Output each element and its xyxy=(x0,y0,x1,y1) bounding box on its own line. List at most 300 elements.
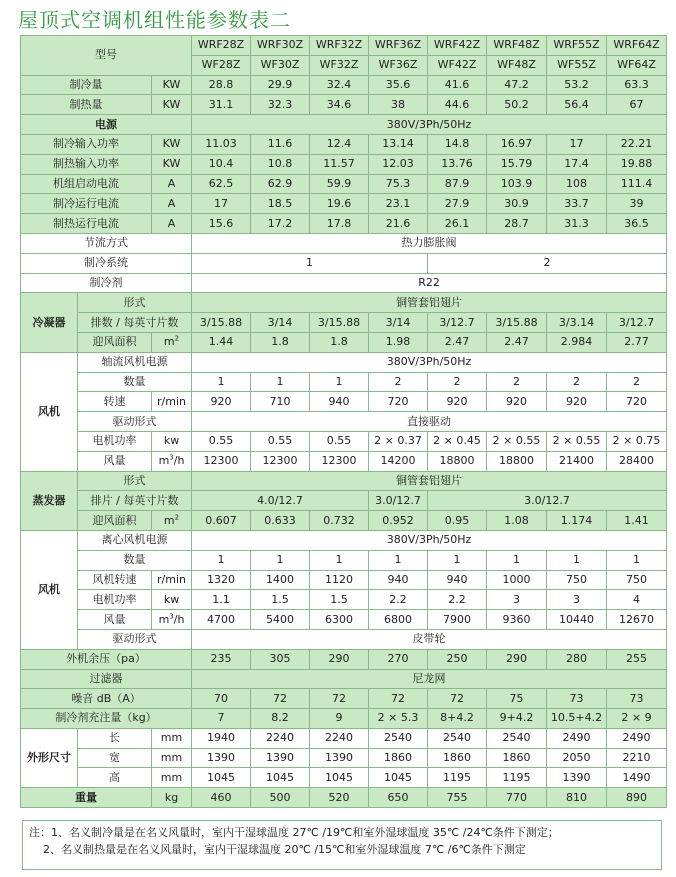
value-cell: 6800 xyxy=(369,610,428,630)
row-label: 风量 xyxy=(78,451,152,471)
unit-cell: r/min xyxy=(152,570,192,590)
model-code: WRF30Z xyxy=(251,36,310,56)
value-cell: 2 × 0.55 xyxy=(547,431,607,451)
value-cell: 1195 xyxy=(487,768,547,788)
value-cell: 1320 xyxy=(192,570,251,590)
value-cell: 53.2 xyxy=(547,75,607,95)
value-cell: 2210 xyxy=(607,748,667,768)
value-cell: 920 xyxy=(487,392,547,412)
value-cell: 41.6 xyxy=(428,75,487,95)
unit-cell xyxy=(152,332,192,352)
value-cell: 6300 xyxy=(310,610,369,630)
value-cell: 1.1 xyxy=(192,590,251,610)
value-cell: 1045 xyxy=(310,768,369,788)
value-cell: 720 xyxy=(369,392,428,412)
value-cell: 3/12.7 xyxy=(428,313,487,333)
value-cell: 290 xyxy=(487,649,547,669)
value-cell: 72 xyxy=(369,689,428,709)
unit-exponent: 3 xyxy=(169,453,174,462)
model-code: WF48Z xyxy=(487,55,547,75)
table-row xyxy=(21,748,667,768)
model-code: WRF32Z xyxy=(310,36,369,56)
table-row xyxy=(21,412,667,432)
value-cell: 5400 xyxy=(251,610,310,630)
row-label: 宽 xyxy=(78,748,152,768)
model-code: WRF48Z xyxy=(487,36,547,56)
row-label: 电源 xyxy=(21,115,192,135)
unit-cell: KW xyxy=(152,134,192,154)
value-cell: 17.8 xyxy=(310,214,369,234)
table-row xyxy=(21,134,667,154)
value-cell: 28400 xyxy=(607,451,667,471)
notes-box xyxy=(22,820,662,870)
value-cell: 33.7 xyxy=(547,194,607,214)
row-label: 排片 / 每英寸片数 xyxy=(78,491,192,511)
table-row xyxy=(21,590,667,610)
value-cell: 280 xyxy=(547,649,607,669)
value-cell: 710 xyxy=(251,392,310,412)
value-cell: 63.3 xyxy=(607,75,667,95)
value-cell: 1 xyxy=(428,550,487,570)
table-row xyxy=(21,392,667,412)
value-cell: 7 xyxy=(192,709,251,729)
value-cell: 305 xyxy=(251,649,310,669)
value-cell: 18800 xyxy=(487,451,547,471)
table-row xyxy=(21,95,667,115)
row-label: 数量 xyxy=(78,372,192,392)
table-row xyxy=(21,431,667,451)
value-cell: 2 xyxy=(428,372,487,392)
table-row xyxy=(21,530,667,550)
spec-table xyxy=(20,35,667,808)
value-cell: 290 xyxy=(310,649,369,669)
value-cell: 2050 xyxy=(547,748,607,768)
value-cell: 73 xyxy=(547,689,607,709)
value-cell: 2.2 xyxy=(369,590,428,610)
value-cell: 270 xyxy=(369,649,428,669)
row-label: 制热量 xyxy=(21,95,152,115)
value-cell: 11.6 xyxy=(251,134,310,154)
table-row xyxy=(21,75,667,95)
value-cell: 940 xyxy=(369,570,428,590)
row-label: 制冷系统 xyxy=(21,253,192,273)
value-cell: 56.4 xyxy=(547,95,607,115)
value-cell: 1860 xyxy=(369,748,428,768)
unit-cell: mm xyxy=(152,748,192,768)
value-cell: 108 xyxy=(547,174,607,194)
value-cell: 2540 xyxy=(428,728,487,748)
value-cell: 1 xyxy=(547,550,607,570)
value-cell: 750 xyxy=(607,570,667,590)
value-cell: 1.08 xyxy=(487,511,547,531)
unit-cell xyxy=(152,610,192,630)
value-cell: 12.4 xyxy=(310,134,369,154)
value-cell: 1195 xyxy=(428,768,487,788)
value-cell: 36.5 xyxy=(607,214,667,234)
model-label: 型号 xyxy=(21,36,192,76)
value-cell: 2 xyxy=(369,372,428,392)
value-cell: 14200 xyxy=(369,451,428,471)
model-code: WF28Z xyxy=(192,55,251,75)
value-cell: 1390 xyxy=(547,768,607,788)
value-cell: 72 xyxy=(310,689,369,709)
row-label: 过滤器 xyxy=(21,669,192,689)
value-cell: 铜管套铝翅片 xyxy=(192,471,667,491)
page-title: 屋顶式空调机组性能参数表二 xyxy=(18,8,291,32)
table-row xyxy=(21,629,667,649)
unit-cell: A xyxy=(152,174,192,194)
unit-exponent: 3 xyxy=(169,611,174,620)
unit-exponent: 2 xyxy=(174,512,180,521)
value-cell: 18800 xyxy=(428,451,487,471)
row-label: 制冷剂 xyxy=(21,273,192,293)
value-cell: 62.9 xyxy=(251,174,310,194)
value-cell: 3 xyxy=(547,590,607,610)
value-cell: 1940 xyxy=(192,728,251,748)
row-label: 驱动形式 xyxy=(78,412,192,432)
row-label: 转速 xyxy=(78,392,152,412)
model-code: WRF28Z xyxy=(192,36,251,56)
value-cell: 520 xyxy=(310,788,369,808)
unit-cell xyxy=(152,451,192,471)
value-cell: 1.98 xyxy=(369,332,428,352)
table-row xyxy=(21,570,667,590)
value-cell: 21.6 xyxy=(369,214,428,234)
value-cell: 35.6 xyxy=(369,75,428,95)
row-label: 风量 xyxy=(78,610,152,630)
model-code: WF42Z xyxy=(428,55,487,75)
unit-cell: kw xyxy=(152,431,192,451)
value-cell: 59.9 xyxy=(310,174,369,194)
value-cell: 10440 xyxy=(547,610,607,630)
value-cell: 10.5+4.2 xyxy=(547,709,607,729)
value-cell: 12300 xyxy=(310,451,369,471)
row-label: 形式 xyxy=(78,293,192,313)
value-cell: 17 xyxy=(547,134,607,154)
value-cell: 72 xyxy=(251,689,310,709)
value-cell: 38 xyxy=(369,95,428,115)
row-label: 噪音 dB（A） xyxy=(21,689,192,709)
value-cell: 0.55 xyxy=(310,431,369,451)
row-label: 制冷运行电流 xyxy=(21,194,152,214)
value-cell: 72 xyxy=(428,689,487,709)
value-cell: 3 xyxy=(487,590,547,610)
value-cell: 1.41 xyxy=(607,511,667,531)
value-cell: 2.984 xyxy=(547,332,607,352)
value-cell: 21400 xyxy=(547,451,607,471)
model-code: WF55Z xyxy=(547,55,607,75)
value-cell: 18.5 xyxy=(251,194,310,214)
value-cell: 380V/3Ph/50Hz xyxy=(192,530,667,550)
table-row xyxy=(21,273,667,293)
value-cell: 15.79 xyxy=(487,154,547,174)
value-cell: 460 xyxy=(192,788,251,808)
table-row xyxy=(21,610,667,630)
value-cell: 3/15.88 xyxy=(310,313,369,333)
table-row xyxy=(21,372,667,392)
value-cell: 3.0/12.7 xyxy=(428,491,667,511)
row-label: 轴流风机电源 xyxy=(78,352,192,372)
section-label: 外形尺寸 xyxy=(21,728,78,787)
model-code: WRF42Z xyxy=(428,36,487,56)
value-cell: 0.633 xyxy=(251,511,310,531)
table-row xyxy=(21,649,667,669)
value-cell: 10.4 xyxy=(192,154,251,174)
table-row xyxy=(21,451,667,471)
value-cell: 尼龙网 xyxy=(192,669,667,689)
value-cell: 31.1 xyxy=(192,95,251,115)
value-cell: 1390 xyxy=(192,748,251,768)
value-cell: 500 xyxy=(251,788,310,808)
value-cell: 1045 xyxy=(251,768,310,788)
value-cell: 2490 xyxy=(547,728,607,748)
row-label: 制冷输入功率 xyxy=(21,134,152,154)
value-cell: 0.607 xyxy=(192,511,251,531)
value-cell: 1.5 xyxy=(310,590,369,610)
value-cell: 3/15.88 xyxy=(487,313,547,333)
value-cell: 23.1 xyxy=(369,194,428,214)
value-cell: 890 xyxy=(607,788,667,808)
table-row xyxy=(21,689,667,709)
row-label: 制冷量 xyxy=(21,75,152,95)
value-cell: 2490 xyxy=(607,728,667,748)
value-cell: 2.2 xyxy=(428,590,487,610)
value-cell: 75.3 xyxy=(369,174,428,194)
value-cell: 1 xyxy=(369,550,428,570)
value-cell: 2.47 xyxy=(487,332,547,352)
model-code: WRF64Z xyxy=(607,36,667,56)
value-cell: 255 xyxy=(607,649,667,669)
value-cell: 34.6 xyxy=(310,95,369,115)
unit-cell: KW xyxy=(152,75,192,95)
value-cell: 铜管套铝翅片 xyxy=(192,293,667,313)
value-cell: 2 xyxy=(428,253,667,273)
value-cell: 8.2 xyxy=(251,709,310,729)
model-code: WF32Z xyxy=(310,55,369,75)
value-cell: 热力膨胀阀 xyxy=(192,233,667,253)
value-cell: 2540 xyxy=(487,728,547,748)
value-cell: 0.55 xyxy=(251,431,310,451)
table-row xyxy=(21,313,667,333)
table-row xyxy=(21,511,667,531)
value-cell: 3/3.14 xyxy=(547,313,607,333)
value-cell: 2 × 0.55 xyxy=(487,431,547,451)
value-cell: 9 xyxy=(310,709,369,729)
model-code: WF36Z xyxy=(369,55,428,75)
unit-exponent: 2 xyxy=(174,334,180,343)
value-cell: 2240 xyxy=(251,728,310,748)
table-row xyxy=(21,491,667,511)
value-cell: 4.0/12.7 xyxy=(192,491,369,511)
value-cell: 2 × 5.3 xyxy=(369,709,428,729)
value-cell: 0.95 xyxy=(428,511,487,531)
value-cell: 103.9 xyxy=(487,174,547,194)
value-cell: 1120 xyxy=(310,570,369,590)
table-row xyxy=(21,550,667,570)
value-cell: 1000 xyxy=(487,570,547,590)
value-cell: 2540 xyxy=(369,728,428,748)
header-row xyxy=(21,36,667,56)
table-row xyxy=(21,293,667,313)
value-cell: 19.6 xyxy=(310,194,369,214)
value-cell: 1 xyxy=(607,550,667,570)
value-cell: 11.03 xyxy=(192,134,251,154)
value-cell: 75 xyxy=(487,689,547,709)
value-cell: 9+4.2 xyxy=(487,709,547,729)
table-row xyxy=(21,352,667,372)
value-cell: 1 xyxy=(310,372,369,392)
value-cell: 19.88 xyxy=(607,154,667,174)
unit-cell: r/min xyxy=(152,392,192,412)
table-row xyxy=(21,788,667,808)
value-cell: 8+4.2 xyxy=(428,709,487,729)
value-cell: 10.8 xyxy=(251,154,310,174)
value-cell: 16.97 xyxy=(487,134,547,154)
value-cell: 67 xyxy=(607,95,667,115)
value-cell: 1 xyxy=(192,253,428,273)
value-cell: 2 xyxy=(487,372,547,392)
unit-tail: /h xyxy=(173,612,185,626)
model-code: WRF36Z xyxy=(369,36,428,56)
unit-text: m xyxy=(163,335,175,349)
value-cell: 0.732 xyxy=(310,511,369,531)
table-row xyxy=(21,471,667,491)
table-row xyxy=(21,728,667,748)
unit-tail: /h xyxy=(173,454,185,468)
value-cell: 380V/3Ph/50Hz xyxy=(192,352,667,372)
value-cell: 17.4 xyxy=(547,154,607,174)
value-cell: 13.14 xyxy=(369,134,428,154)
model-code: WF64Z xyxy=(607,55,667,75)
value-cell: 1860 xyxy=(428,748,487,768)
table-row xyxy=(21,233,667,253)
value-cell: 2240 xyxy=(310,728,369,748)
value-cell: R22 xyxy=(192,273,667,293)
value-cell: 73 xyxy=(607,689,667,709)
value-cell: 7900 xyxy=(428,610,487,630)
note-2: 2、名义制热量是在名义风量时，室内干湿球温度 20℃ /15℃和室外湿球温度 7℃ /6℃条件下测定 xyxy=(43,843,526,856)
unit-cell: mm xyxy=(152,768,192,788)
section-label: 蒸发器 xyxy=(21,471,78,530)
value-cell: 4700 xyxy=(192,610,251,630)
value-cell: 皮带轮 xyxy=(192,629,667,649)
value-cell: 87.9 xyxy=(428,174,487,194)
table-row xyxy=(21,669,667,689)
value-cell: 32.3 xyxy=(251,95,310,115)
value-cell: 1860 xyxy=(487,748,547,768)
table-row xyxy=(21,214,667,234)
row-label: 外机余压（pa） xyxy=(21,649,192,669)
value-cell: 1390 xyxy=(310,748,369,768)
value-cell: 1.174 xyxy=(547,511,607,531)
value-cell: 1 xyxy=(192,550,251,570)
row-label: 风机转速 xyxy=(78,570,152,590)
value-cell: 2 × 0.75 xyxy=(607,431,667,451)
model-code: WF30Z xyxy=(251,55,310,75)
value-cell: 39 xyxy=(607,194,667,214)
value-cell: 62.5 xyxy=(192,174,251,194)
table-row xyxy=(21,154,667,174)
row-label: 机组启动电流 xyxy=(21,174,152,194)
unit-cell: kg xyxy=(152,788,192,808)
table-row xyxy=(21,253,667,273)
value-cell: 0.952 xyxy=(369,511,428,531)
value-cell: 3/14 xyxy=(369,313,428,333)
value-cell: 32.4 xyxy=(310,75,369,95)
table-row xyxy=(21,332,667,352)
value-cell: 235 xyxy=(192,649,251,669)
value-cell: 2 × 9 xyxy=(607,709,667,729)
value-cell: 1.8 xyxy=(310,332,369,352)
section-label: 风机 xyxy=(21,530,78,649)
table-row xyxy=(21,115,667,135)
value-cell: 810 xyxy=(547,788,607,808)
row-label: 离心风机电源 xyxy=(78,530,192,550)
value-cell: 28.8 xyxy=(192,75,251,95)
value-cell: 770 xyxy=(487,788,547,808)
value-cell: 直接驱动 xyxy=(192,412,667,432)
value-cell: 1390 xyxy=(251,748,310,768)
value-cell: 720 xyxy=(607,392,667,412)
value-cell: 22.21 xyxy=(607,134,667,154)
row-label: 迎风面积 xyxy=(78,332,152,352)
table-row xyxy=(21,194,667,214)
value-cell: 26.1 xyxy=(428,214,487,234)
value-cell: 1.5 xyxy=(251,590,310,610)
value-cell: 1 xyxy=(251,372,310,392)
value-cell: 940 xyxy=(428,570,487,590)
unit-text: m xyxy=(163,513,175,527)
unit-cell: mm xyxy=(152,728,192,748)
value-cell: 12300 xyxy=(192,451,251,471)
row-label: 长 xyxy=(78,728,152,748)
value-cell: 1045 xyxy=(192,768,251,788)
value-cell: 2 × 0.37 xyxy=(369,431,428,451)
value-cell: 0.55 xyxy=(192,431,251,451)
value-cell: 1 xyxy=(310,550,369,570)
value-cell: 650 xyxy=(369,788,428,808)
row-label: 电机功率 xyxy=(78,590,152,610)
value-cell: 1 xyxy=(487,550,547,570)
row-label: 排数 / 每英寸片数 xyxy=(78,313,192,333)
value-cell: 70 xyxy=(192,689,251,709)
row-label: 数量 xyxy=(78,550,192,570)
value-cell: 44.6 xyxy=(428,95,487,115)
value-cell: 2 xyxy=(547,372,607,392)
value-cell: 1045 xyxy=(369,768,428,788)
unit-cell: A xyxy=(152,214,192,234)
value-cell: 12670 xyxy=(607,610,667,630)
value-cell: 1400 xyxy=(251,570,310,590)
value-cell: 47.2 xyxy=(487,75,547,95)
value-cell: 1.44 xyxy=(192,332,251,352)
value-cell: 1490 xyxy=(607,768,667,788)
unit-text: m xyxy=(158,612,170,626)
unit-cell: KW xyxy=(152,154,192,174)
row-label: 重量 xyxy=(21,788,152,808)
row-label: 制热运行电流 xyxy=(21,214,152,234)
value-cell: 1 xyxy=(251,550,310,570)
row-label: 制冷剂充注量（kg） xyxy=(21,709,192,729)
value-cell: 750 xyxy=(547,570,607,590)
table-row xyxy=(21,174,667,194)
row-label: 驱动形式 xyxy=(78,629,192,649)
value-cell: 1.8 xyxy=(251,332,310,352)
value-cell: 17.2 xyxy=(251,214,310,234)
value-cell: 30.9 xyxy=(487,194,547,214)
model-code: WRF55Z xyxy=(547,36,607,56)
row-label: 迎风面积 xyxy=(78,511,152,531)
